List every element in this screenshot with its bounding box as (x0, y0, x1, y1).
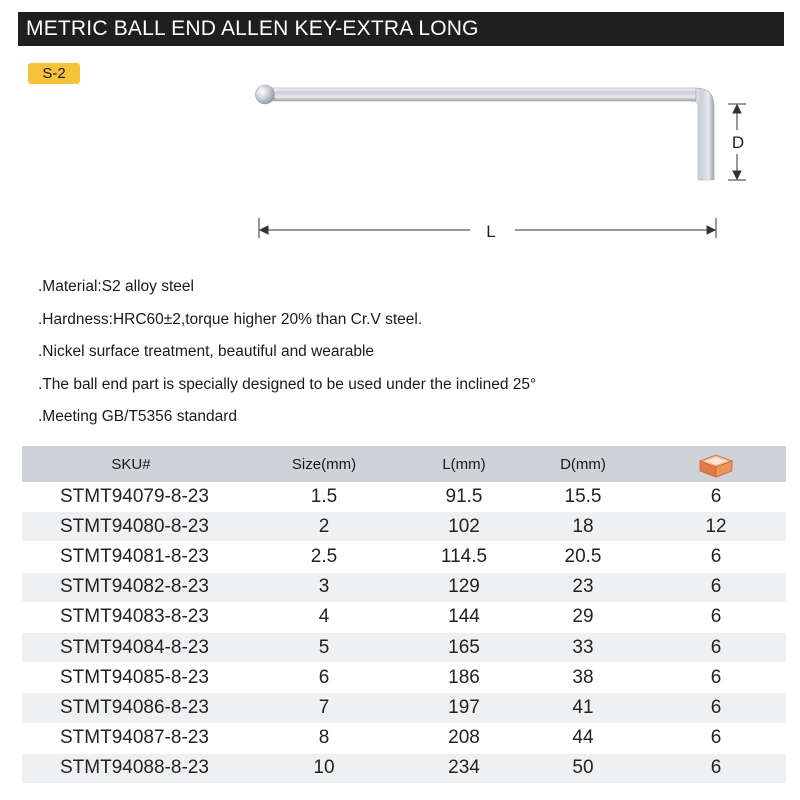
cell-sku: STMT94086-8-23 (22, 693, 240, 723)
table-row (22, 693, 786, 723)
cell-size: 2.5 (240, 542, 408, 572)
feature-item: .Meeting GB/T5356 standard (38, 408, 238, 425)
cell-length: 234 (408, 753, 520, 783)
cell-quantity: 6 (646, 572, 786, 602)
cell-sku: STMT94085-8-23 (22, 663, 240, 693)
cell-quantity: 6 (646, 663, 786, 693)
table-row (22, 512, 786, 542)
dimension-l-label: L (486, 222, 496, 241)
table-row (22, 632, 786, 662)
cell-size: 3 (240, 572, 408, 602)
feature-list (38, 275, 758, 438)
table-row (22, 602, 786, 632)
header-length: L(mm) (408, 446, 520, 482)
table-row (22, 663, 786, 693)
cell-size: 10 (240, 753, 408, 783)
table-header-row (22, 446, 786, 482)
header-size: Size(mm) (240, 446, 408, 482)
table-row (22, 753, 786, 783)
table-row (22, 542, 786, 572)
cell-depth: 44 (520, 723, 646, 753)
cell-depth: 41 (520, 693, 646, 723)
series-badge: S-2 (28, 63, 80, 84)
feature-item: .Nickel surface treatment, beautiful and wearable (38, 343, 375, 360)
cell-size: 8 (240, 723, 408, 753)
cell-length: 186 (408, 663, 520, 693)
dimension-d-label: D (731, 133, 745, 152)
table-row (22, 482, 786, 512)
cell-length: 208 (408, 723, 520, 753)
cell-quantity: 6 (646, 753, 786, 783)
cell-depth: 18 (520, 512, 646, 542)
page-title: METRIC BALL END ALLEN KEY-EXTRA LONG (18, 12, 784, 46)
cell-length: 165 (408, 632, 520, 662)
header-sku: SKU# (22, 446, 240, 482)
header-quantity (646, 446, 786, 482)
cell-length: 102 (408, 512, 520, 542)
feature-item: .The ball end part is specially designed to be used under the inclined 25° (38, 375, 537, 393)
cell-quantity: 6 (646, 723, 786, 753)
cell-quantity: 6 (646, 542, 786, 572)
cell-sku: STMT94079-8-23 (22, 482, 240, 512)
cell-size: 5 (240, 632, 408, 662)
cell-depth: 29 (520, 602, 646, 632)
allen-key-shape (256, 85, 715, 180)
table-row (22, 572, 786, 602)
feature-item: .Material:S2 alloy steel (38, 278, 194, 295)
feature-item: .Hardness:HRC60±2,torque higher 20% than Cr.V steel. (38, 310, 423, 328)
cell-length: 144 (408, 602, 520, 632)
cell-length: 129 (408, 572, 520, 602)
cell-length: 91.5 (408, 482, 520, 512)
cell-size: 7 (240, 693, 408, 723)
cell-sku: STMT94088-8-23 (22, 753, 240, 783)
cell-depth: 38 (520, 663, 646, 693)
cell-sku: STMT94081-8-23 (22, 542, 240, 572)
cell-sku: STMT94080-8-23 (22, 512, 240, 542)
cell-quantity: 6 (646, 482, 786, 512)
spec-table (22, 446, 786, 784)
cell-size: 2 (240, 512, 408, 542)
cell-quantity: 6 (646, 693, 786, 723)
cell-length: 197 (408, 693, 520, 723)
allen-key-diagram (240, 70, 760, 250)
cell-size: 6 (240, 663, 408, 693)
cell-sku: STMT94083-8-23 (22, 602, 240, 632)
cell-sku: STMT94082-8-23 (22, 572, 240, 602)
box-icon (696, 449, 736, 479)
cell-depth: 50 (520, 753, 646, 783)
cell-sku: STMT94084-8-23 (22, 632, 240, 662)
cell-quantity: 6 (646, 602, 786, 632)
cell-depth: 23 (520, 572, 646, 602)
cell-depth: 33 (520, 632, 646, 662)
cell-quantity: 12 (646, 512, 786, 542)
cell-quantity: 6 (646, 632, 786, 662)
cell-sku: STMT94087-8-23 (22, 723, 240, 753)
cell-depth: 15.5 (520, 482, 646, 512)
header-depth: D(mm) (520, 446, 646, 482)
table-row (22, 723, 786, 753)
cell-depth: 20.5 (520, 542, 646, 572)
cell-length: 114.5 (408, 542, 520, 572)
cell-size: 4 (240, 602, 408, 632)
cell-size: 1.5 (240, 482, 408, 512)
